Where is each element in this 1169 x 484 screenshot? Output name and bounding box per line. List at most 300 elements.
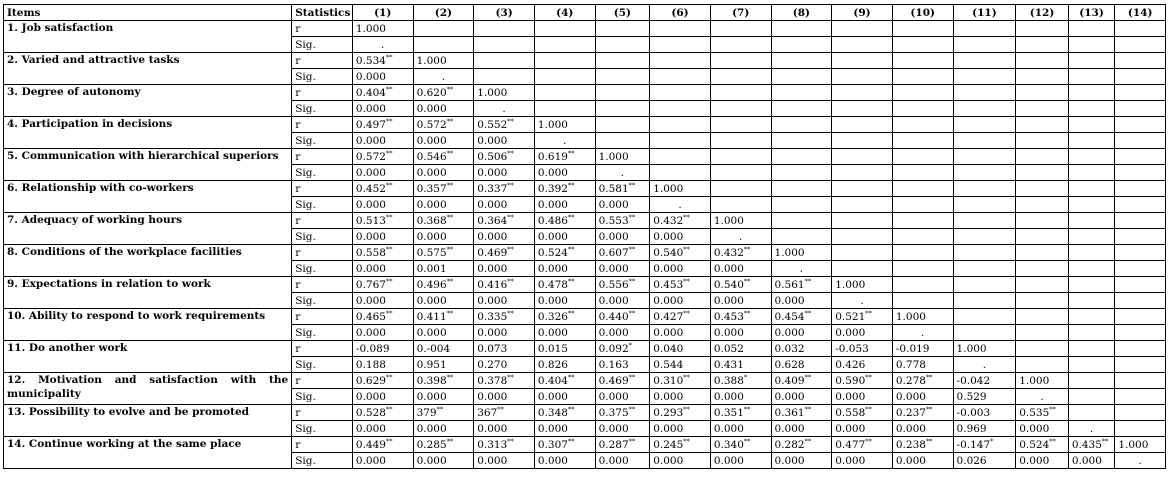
correlation-cell: [1068, 213, 1115, 229]
cell-value: 0.521: [835, 310, 866, 323]
significance-cell: [595, 229, 650, 245]
table-row: [4, 53, 1166, 69]
cell-value: 0.000: [416, 454, 447, 467]
significance-cell: [650, 229, 711, 245]
cell-value: 0.293: [653, 406, 684, 419]
correlation-cell: [710, 245, 771, 261]
cell-value: 0.452: [355, 182, 386, 195]
significance-cell: [534, 389, 595, 405]
correlation-cell: [352, 53, 413, 69]
significance-cell: [710, 261, 771, 277]
statistic-label: Sig.: [292, 357, 353, 373]
cell-value: 0.431: [713, 358, 744, 371]
cell-value: 0.163: [598, 358, 629, 371]
correlation-cell: [474, 213, 535, 229]
cell-value: 0.000: [355, 198, 386, 211]
statistic-label: r: [292, 181, 353, 197]
significance-cell: [771, 261, 832, 277]
cell-value: 0.-004: [416, 342, 451, 355]
cell-value: 0.238: [895, 438, 926, 451]
cell-value: 0.534: [355, 54, 386, 67]
correlation-cell: [1016, 181, 1069, 197]
cell-value: 0.282: [774, 438, 805, 451]
cell-value: -0.042: [956, 374, 991, 387]
correlation-cell: [1068, 437, 1115, 453]
significance-cell: [1016, 325, 1069, 341]
cell-value: 0.628: [774, 358, 805, 371]
significance-cell: [953, 101, 1016, 117]
correlation-cell: [413, 277, 474, 293]
statistic-label: Sig.: [292, 101, 353, 117]
cell-value: 0.000: [653, 326, 684, 339]
correlation-cell: [771, 437, 832, 453]
correlation-table-container: [3, 4, 1166, 469]
significance-cell: [953, 261, 1016, 277]
significance-cell: [1016, 389, 1069, 405]
significance-star: **: [804, 405, 812, 413]
header-row: [4, 5, 1166, 21]
correlation-cell: [953, 213, 1016, 229]
significance-star: **: [743, 245, 751, 253]
correlation-cell: [832, 149, 893, 165]
correlation-cell: [1115, 341, 1166, 357]
cell-value: 0.000: [895, 454, 926, 467]
significance-cell: [1068, 133, 1115, 149]
correlation-cell: [1068, 341, 1115, 357]
correlation-cell: [474, 309, 535, 325]
significance-cell: [710, 293, 771, 309]
header-col-9: (9): [832, 5, 893, 21]
significance-cell: [953, 69, 1016, 85]
significance-star: *: [990, 437, 994, 445]
significance-cell: [771, 389, 832, 405]
significance-cell: [771, 421, 832, 437]
table-row: [4, 117, 1166, 133]
significance-cell: [474, 133, 535, 149]
cell-value: 0.826: [537, 358, 568, 371]
table-row: [4, 309, 1166, 325]
significance-star: **: [865, 373, 872, 381]
cell-value: 0.629: [355, 374, 386, 387]
cell-value: 0.375: [598, 406, 629, 419]
significance-cell: [534, 69, 595, 85]
significance-star: **: [385, 373, 393, 381]
cell-value: .: [1089, 422, 1094, 435]
significance-cell: [650, 389, 711, 405]
cell-value: 0.000: [537, 422, 568, 435]
correlation-cell: [1068, 181, 1115, 197]
significance-cell: [1115, 165, 1166, 181]
cell-value: 0.032: [774, 342, 805, 355]
cell-value: .: [620, 166, 625, 179]
significance-cell: [832, 165, 893, 181]
table-row: [4, 437, 1166, 453]
correlation-cell: [650, 341, 711, 357]
statistic-label: r: [292, 245, 353, 261]
significance-cell: [413, 293, 474, 309]
cell-value: 0.449: [355, 438, 386, 451]
statistic-label: r: [292, 373, 353, 389]
correlation-cell: [595, 437, 650, 453]
significance-cell: [595, 293, 650, 309]
cell-value: 0.529: [956, 390, 987, 403]
cell-value: 0.052: [713, 342, 744, 355]
significance-cell: [1115, 389, 1166, 405]
cell-value: 1.000: [653, 182, 684, 195]
significance-cell: [650, 325, 711, 341]
significance-star: **: [446, 309, 454, 317]
cell-value: 0.000: [355, 166, 386, 179]
significance-star: **: [567, 373, 575, 381]
correlation-cell: [1016, 117, 1069, 133]
cell-value: 0.000: [537, 454, 568, 467]
table-row: [4, 245, 1166, 261]
significance-cell: [595, 389, 650, 405]
correlation-cell: [474, 149, 535, 165]
significance-cell: [771, 69, 832, 85]
correlation-cell: [771, 373, 832, 389]
correlation-cell: [1115, 405, 1166, 421]
significance-cell: [892, 357, 953, 373]
significance-cell: [953, 165, 1016, 181]
correlation-cell: [650, 53, 711, 69]
correlation-cell: [352, 21, 413, 37]
cell-value: 0.000: [477, 390, 508, 403]
significance-cell: [832, 37, 893, 53]
cell-value: 0.357: [416, 182, 447, 195]
significance-cell: [710, 133, 771, 149]
correlation-cell: [413, 373, 474, 389]
item-label: 10. Ability to respond to work requirements: [4, 309, 292, 341]
correlation-cell: [1016, 213, 1069, 229]
cell-value: 0.607: [598, 246, 629, 259]
cell-value: .: [678, 198, 682, 211]
significance-star: **: [925, 373, 933, 381]
cell-value: 0.285: [416, 438, 447, 451]
correlation-cell: [413, 405, 474, 421]
header-col-11: (11): [953, 5, 1016, 21]
significance-cell: [710, 165, 771, 181]
significance-star: **: [865, 405, 872, 413]
correlation-cell: [710, 213, 771, 229]
cell-value: 0.000: [477, 422, 508, 435]
significance-cell: [352, 293, 413, 309]
correlation-cell: [595, 277, 650, 293]
correlation-cell: [832, 405, 893, 421]
significance-star: **: [628, 245, 636, 253]
correlation-cell: [892, 181, 953, 197]
correlation-cell: [1068, 277, 1115, 293]
item-label: 4. Participation in decisions: [4, 117, 292, 149]
significance-cell: [595, 69, 650, 85]
significance-star: **: [507, 213, 514, 221]
correlation-cell: [953, 21, 1016, 37]
correlation-cell: [534, 245, 595, 261]
cell-value: 0.000: [598, 198, 629, 211]
cell-value: 0.000: [895, 422, 926, 435]
cell-value: 0.778: [895, 358, 926, 371]
cell-value: 0.951: [416, 358, 447, 371]
significance-cell: [710, 37, 771, 53]
significance-star: **: [446, 149, 454, 157]
statistic-label: r: [292, 149, 353, 165]
correlation-cell: [892, 341, 953, 357]
correlation-cell: [1016, 277, 1069, 293]
significance-cell: [413, 133, 474, 149]
statistic-label: r: [292, 341, 353, 357]
cell-value: 0.000: [653, 230, 684, 243]
statistic-label: r: [292, 213, 353, 229]
correlation-cell: [1016, 245, 1069, 261]
cell-value: 0.000: [598, 454, 629, 467]
cell-value: 0.465: [355, 310, 386, 323]
cell-value: 0.619: [537, 150, 568, 163]
significance-cell: [1068, 325, 1115, 341]
significance-cell: [474, 197, 535, 213]
table-body: [4, 21, 1166, 469]
cell-value: .: [860, 294, 864, 307]
cell-value: 0.497: [355, 118, 386, 131]
cell-value: 0.486: [537, 214, 568, 227]
cell-value: 1.000: [355, 22, 386, 35]
significance-cell: [1016, 357, 1069, 373]
cell-value: 0.000: [1019, 422, 1050, 435]
correlation-cell: [650, 85, 711, 101]
correlation-cell: [832, 53, 893, 69]
significance-cell: [832, 293, 893, 309]
significance-star: **: [567, 213, 575, 221]
significance-cell: [832, 229, 893, 245]
cell-value: 0.000: [598, 262, 629, 275]
cell-value: 0.453: [653, 278, 684, 291]
significance-cell: [650, 101, 711, 117]
correlation-cell: [413, 437, 474, 453]
cell-value: 0.398: [416, 374, 447, 387]
cell-value: 0.000: [416, 326, 447, 339]
significance-cell: [595, 261, 650, 277]
cell-value: 0.477: [835, 438, 866, 451]
significance-cell: [832, 421, 893, 437]
cell-value: .: [921, 326, 925, 339]
cell-value: .: [502, 102, 506, 115]
significance-star: **: [925, 405, 933, 413]
correlation-cell: [534, 53, 595, 69]
significance-cell: [1016, 261, 1069, 277]
significance-cell: [534, 453, 595, 469]
statistic-label: r: [292, 405, 353, 421]
significance-cell: [413, 453, 474, 469]
significance-cell: [650, 453, 711, 469]
correlation-cell: [832, 21, 893, 37]
cell-value: 0.524: [1019, 438, 1050, 451]
significance-star: **: [683, 373, 690, 381]
significance-cell: [953, 453, 1016, 469]
significance-cell: [892, 133, 953, 149]
cell-value: 0.535: [1019, 406, 1050, 419]
significance-cell: [474, 37, 535, 53]
correlation-cell: [352, 85, 413, 101]
cell-value: 0.427: [653, 310, 684, 323]
cell-value: 0.620: [416, 86, 447, 99]
cell-value: 0.432: [713, 246, 744, 259]
significance-cell: [352, 261, 413, 277]
significance-cell: [892, 389, 953, 405]
significance-cell: [650, 69, 711, 85]
cell-value: 0.000: [598, 230, 629, 243]
significance-cell: [534, 421, 595, 437]
significance-cell: [1016, 453, 1069, 469]
table-row: [4, 85, 1166, 101]
correlation-cell: [474, 245, 535, 261]
significance-star: **: [567, 309, 575, 317]
cell-value: 0.000: [774, 422, 805, 435]
significance-star: **: [628, 277, 636, 285]
correlation-cell: [595, 341, 650, 357]
cell-value: 1.000: [835, 278, 866, 291]
correlation-cell: [832, 437, 893, 453]
correlation-cell: [474, 373, 535, 389]
cell-value: 0.326: [537, 310, 568, 323]
cell-value: 0.000: [355, 102, 386, 115]
correlation-cell: [413, 117, 474, 133]
significance-star: **: [628, 405, 636, 413]
item-label: 5. Communication with hierarchical superiors: [4, 149, 292, 181]
cell-value: 0.590: [835, 374, 866, 387]
correlation-cell: [832, 309, 893, 325]
correlation-cell: [953, 245, 1016, 261]
significance-star: **: [628, 437, 636, 445]
correlation-cell: [534, 309, 595, 325]
correlation-cell: [1016, 405, 1069, 421]
significance-star: **: [446, 85, 454, 93]
correlation-cell: [953, 309, 1016, 325]
significance-cell: [832, 69, 893, 85]
correlation-cell: [832, 213, 893, 229]
significance-star: **: [683, 309, 690, 317]
significance-star: **: [507, 277, 514, 285]
significance-cell: [650, 133, 711, 149]
correlation-cell: [1115, 373, 1166, 389]
significance-cell: [352, 133, 413, 149]
correlation-cell: [352, 341, 413, 357]
cell-value: 0.337: [477, 182, 508, 195]
significance-cell: [595, 101, 650, 117]
significance-cell: [1068, 293, 1115, 309]
correlation-cell: [953, 117, 1016, 133]
significance-cell: [953, 421, 1016, 437]
cell-value: 0.454: [774, 310, 805, 323]
item-label: 3. Degree of autonomy: [4, 85, 292, 117]
cell-value: 0.767: [355, 278, 386, 291]
header-col-10: (10): [892, 5, 953, 21]
cell-value: -0.147: [956, 438, 991, 451]
significance-star: **: [385, 213, 393, 221]
significance-star: **: [385, 117, 393, 125]
correlation-cell: [595, 213, 650, 229]
significance-cell: [352, 101, 413, 117]
correlation-cell: [650, 181, 711, 197]
cell-value: 0.558: [835, 406, 866, 419]
significance-cell: [1115, 325, 1166, 341]
significance-star: **: [446, 373, 454, 381]
correlation-cell: [710, 437, 771, 453]
significance-star: **: [865, 437, 872, 445]
cell-value: 0.000: [653, 390, 684, 403]
cell-value: 0.558: [355, 246, 386, 259]
significance-cell: [474, 389, 535, 405]
significance-star: **: [683, 405, 690, 413]
significance-cell: [534, 133, 595, 149]
correlation-cell: [534, 21, 595, 37]
cell-value: 0.000: [598, 390, 629, 403]
cell-value: -0.019: [895, 342, 930, 355]
significance-cell: [771, 293, 832, 309]
statistic-label: r: [292, 277, 353, 293]
correlation-cell: [892, 245, 953, 261]
significance-cell: [534, 197, 595, 213]
correlation-cell: [710, 53, 771, 69]
significance-star: **: [446, 437, 454, 445]
correlation-cell: [710, 341, 771, 357]
correlation-cell: [534, 373, 595, 389]
cell-value: 379: [416, 406, 437, 419]
statistic-label: Sig.: [292, 421, 353, 437]
significance-cell: [710, 421, 771, 437]
significance-cell: [710, 389, 771, 405]
cell-value: 0.237: [895, 406, 926, 419]
cell-value: 0.000: [416, 294, 447, 307]
correlation-cell: [892, 149, 953, 165]
significance-cell: [832, 389, 893, 405]
item-label: 7. Adequacy of working hours: [4, 213, 292, 245]
correlation-cell: [1016, 341, 1069, 357]
cell-value: 0.000: [537, 198, 568, 211]
correlation-cell: [771, 21, 832, 37]
significance-cell: [832, 453, 893, 469]
correlation-cell: [1115, 149, 1166, 165]
significance-cell: [595, 37, 650, 53]
significance-cell: [953, 229, 1016, 245]
cell-value: .: [1040, 390, 1044, 403]
correlation-cell: [710, 149, 771, 165]
correlation-cell: [474, 181, 535, 197]
correlation-cell: [1115, 309, 1166, 325]
correlation-cell: [953, 437, 1016, 453]
significance-cell: [771, 37, 832, 53]
cell-value: 0.000: [416, 134, 447, 147]
correlation-cell: [1115, 213, 1166, 229]
cell-value: 0.552: [477, 118, 508, 131]
cell-value: 0.575: [416, 246, 447, 259]
statistic-label: Sig.: [292, 133, 353, 149]
correlation-cell: [771, 309, 832, 325]
significance-star: **: [865, 309, 872, 317]
correlation-cell: [352, 117, 413, 133]
significance-cell: [595, 133, 650, 149]
correlation-cell: [953, 405, 1016, 421]
cell-value: 0.000: [355, 454, 386, 467]
significance-star: **: [567, 149, 575, 157]
significance-star: **: [567, 277, 575, 285]
correlation-cell: [1115, 181, 1166, 197]
cell-value: 0.000: [537, 326, 568, 339]
correlation-cell: [595, 181, 650, 197]
cell-value: 0.000: [713, 326, 744, 339]
significance-star: **: [507, 437, 514, 445]
header-col-1: (1): [352, 5, 413, 21]
correlation-cell: [534, 213, 595, 229]
cell-value: 0.378: [477, 374, 508, 387]
